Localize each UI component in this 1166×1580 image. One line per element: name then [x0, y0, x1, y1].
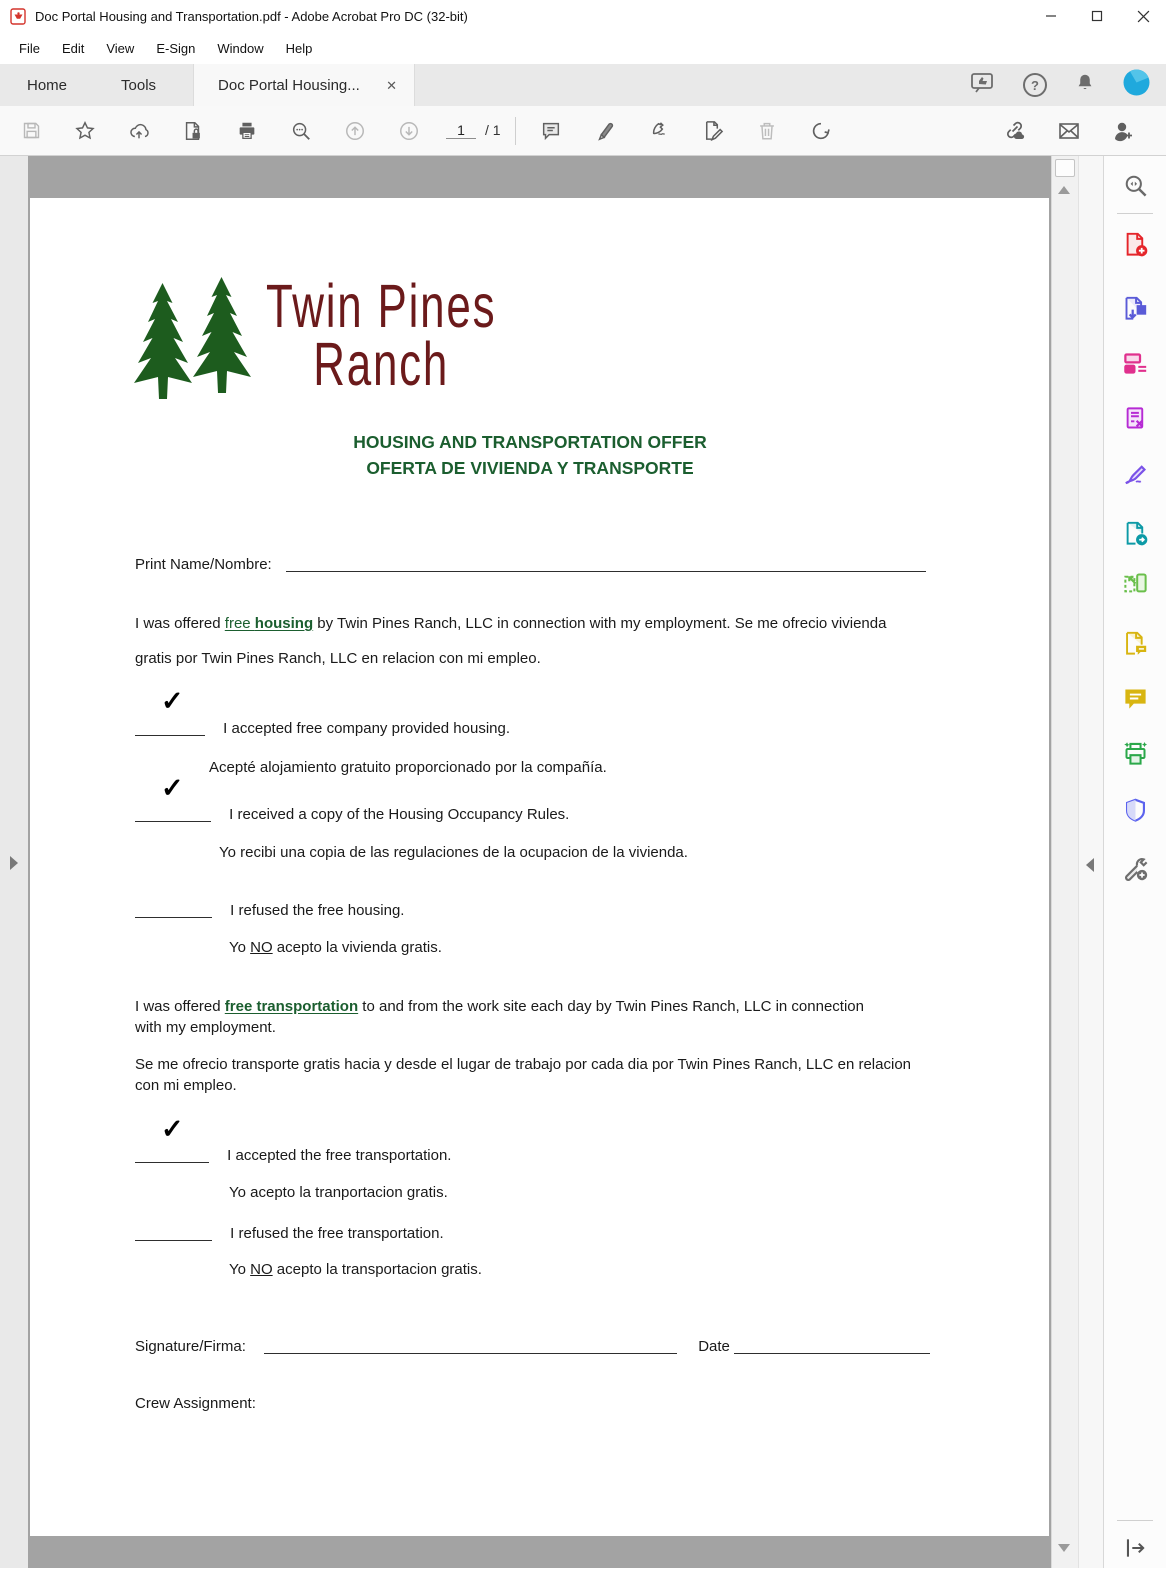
transport-accepted-es: Yo acepto la tranportacion gratis.	[229, 1184, 448, 1201]
menubar	[0, 32, 1166, 64]
form-headings	[30, 429, 1030, 481]
tools-divider	[1117, 213, 1153, 214]
expand-panel-button[interactable]	[1115, 1528, 1155, 1568]
notifications-icon[interactable]	[1074, 71, 1096, 100]
fill-and-sign-button[interactable]	[1115, 453, 1155, 493]
page-lock-button[interactable]	[174, 112, 212, 150]
document-viewport[interactable]	[28, 156, 1051, 1568]
protect-icon	[1122, 797, 1149, 824]
tab-document-label: Doc Portal Housing...	[218, 76, 360, 94]
tab-home[interactable]: Home	[27, 76, 68, 94]
search-icon	[290, 120, 312, 142]
delete-button[interactable]	[748, 112, 786, 150]
refresh-button[interactable]	[802, 112, 840, 150]
heading-spanish: OFERTA DE VIVIENDA Y TRANSPORTE	[366, 458, 694, 478]
logo-text	[266, 272, 497, 398]
twin-pines-logo	[130, 272, 586, 400]
transport-refused-es-no: NO	[250, 1261, 273, 1278]
menu-help[interactable]: Help	[285, 40, 313, 56]
navigation-pane-strip	[0, 156, 28, 1568]
transport-refused-row	[135, 1223, 444, 1242]
edit-pdf-button[interactable]	[1115, 343, 1155, 383]
protect-button[interactable]	[1115, 790, 1155, 830]
transport-intro-es: Se me ofrecio transporte gratis hacia y desde el lugar de trabajo por cada dia por Twin Pines Ranch, LLC en relacion con mi empleo.	[135, 1056, 912, 1094]
fill-sign-button[interactable]	[694, 112, 732, 150]
refused-es-pre: Yo	[229, 939, 251, 956]
titlebar	[0, 0, 1166, 32]
menu-file[interactable]: File	[19, 40, 40, 56]
page-count-label: / 1	[485, 122, 501, 138]
tools-collapse-strip	[1078, 156, 1103, 1568]
menu-window[interactable]: Window	[217, 40, 264, 56]
menu-esign[interactable]: E-Sign	[156, 40, 196, 56]
export-pdf-button[interactable]	[1115, 288, 1155, 328]
toolbar-divider	[515, 117, 516, 145]
crew-assignment-label: Crew Assignment:	[135, 1395, 256, 1412]
collapse-tools-icon[interactable]	[1086, 858, 1094, 872]
housing-accepted-es: Acepté alojamiento gratuito proporcionado por la compañía.	[209, 759, 607, 776]
add-account-icon	[1111, 119, 1135, 143]
scroll-up-icon[interactable]	[1058, 186, 1070, 194]
print-icon	[236, 120, 258, 142]
date-blank[interactable]	[734, 1336, 930, 1354]
housing-rules-label: I received a copy of the Housing Occupancy Rules.	[229, 806, 570, 823]
date-label: Date	[698, 1338, 730, 1355]
save-button[interactable]	[12, 112, 50, 150]
expand-panel-icon	[1122, 1535, 1148, 1561]
email-icon	[1057, 119, 1081, 143]
highlight-button[interactable]	[586, 112, 624, 150]
acrobat-pdf-file-icon	[10, 8, 27, 25]
main-area	[0, 156, 1166, 1568]
print-name-row	[135, 554, 926, 573]
comment-tool-icon	[1122, 685, 1149, 712]
pine-trees-icon	[130, 276, 270, 400]
menu-view[interactable]: View	[106, 40, 135, 56]
email-button[interactable]	[1050, 112, 1088, 150]
star-icon	[74, 120, 96, 142]
tools-panel	[1103, 156, 1166, 1568]
comment-icon	[540, 120, 562, 142]
housing-accepted-row	[135, 718, 510, 737]
free-link: free	[224, 615, 255, 632]
account-avatar[interactable]	[1123, 69, 1150, 101]
export-pdf-icon	[1122, 295, 1149, 322]
previous-page-icon	[344, 120, 366, 142]
scan-ocr-icon	[1122, 570, 1149, 597]
transport-refused-label: I refused the free transportation.	[230, 1225, 444, 1242]
previous-page-button[interactable]	[336, 112, 374, 150]
refresh-icon	[810, 120, 832, 142]
organize-pages-button[interactable]	[1115, 398, 1155, 438]
transport-accepted-blank[interactable]	[135, 1145, 209, 1163]
comment-tool-button[interactable]	[1115, 678, 1155, 718]
signature-label: Signature/Firma:	[135, 1338, 246, 1355]
comment-button[interactable]	[532, 112, 570, 150]
more-tools-button[interactable]	[1115, 848, 1155, 888]
checkmark-housing-rules: ✓	[161, 773, 184, 803]
housing-accepted-label: I accepted free company provided housing.	[223, 720, 511, 737]
tools-bottom-divider	[1117, 1520, 1153, 1521]
add-account-button[interactable]	[1104, 112, 1142, 150]
housing-refused-es	[229, 939, 442, 956]
tab-tools[interactable]: Tools	[121, 76, 157, 94]
housing-link: housing	[254, 615, 314, 632]
signature-row	[135, 1336, 930, 1355]
search-tool-button[interactable]	[1115, 165, 1155, 205]
window-title: Doc Portal Housing and Transportation.pdf - Adobe Acrobat Pro DC (32-bit)	[35, 8, 468, 24]
create-pdf-button[interactable]	[1115, 224, 1155, 264]
toolbar	[0, 106, 1166, 156]
housing-accepted-blank[interactable]	[135, 718, 205, 736]
logo-line1: Twin Pines	[266, 272, 497, 340]
highlight-icon	[594, 120, 616, 142]
compare-files-icon	[1122, 630, 1149, 657]
vertical-scrollbar[interactable]	[1051, 156, 1078, 1568]
transport-refused-es	[229, 1261, 482, 1278]
page-lock-icon	[182, 120, 204, 142]
housing-refused-row	[135, 900, 404, 919]
next-page-button[interactable]	[390, 112, 428, 150]
transport-intro-pre: I was offered	[135, 998, 225, 1015]
page-number-input[interactable]: 1	[446, 122, 476, 139]
link-icon	[1003, 119, 1027, 143]
edit-pdf-icon	[1122, 350, 1149, 377]
sign-button[interactable]	[640, 112, 678, 150]
compare-files-button[interactable]	[1115, 623, 1155, 663]
checkmark-transport-accepted: ✓	[161, 1114, 184, 1144]
heading-english: HOUSING AND TRANSPORTATION OFFER	[353, 432, 707, 452]
transport-refused-blank[interactable]	[135, 1223, 212, 1241]
share-upload-icon	[128, 120, 150, 142]
checkmark-housing-accepted: ✓	[161, 686, 184, 716]
create-pdf-icon	[1122, 231, 1149, 258]
more-tools-icon	[1122, 855, 1149, 882]
tab-close-icon[interactable]	[383, 76, 400, 95]
transport-intro-paragraph	[135, 996, 883, 1038]
next-page-icon	[398, 120, 420, 142]
delete-icon	[756, 120, 778, 142]
feedback-icon[interactable]	[970, 71, 996, 100]
page-number-group	[446, 122, 501, 139]
search-tool-icon	[1122, 172, 1149, 199]
housing-refused-label: I refused the free housing.	[230, 902, 405, 919]
print-button[interactable]	[228, 112, 266, 150]
free-transportation-link: free transportation	[224, 998, 359, 1015]
search-button[interactable]	[282, 112, 320, 150]
housing-rules-row	[135, 804, 569, 823]
maximize-button[interactable]	[1074, 0, 1120, 32]
refused-es-post: acepto la vivienda gratis.	[272, 939, 442, 956]
scan-ocr-button[interactable]	[1115, 563, 1155, 603]
close-button[interactable]	[1120, 0, 1166, 32]
save-icon	[21, 120, 42, 141]
sign-icon	[647, 119, 670, 142]
share-upload-button[interactable]	[120, 112, 158, 150]
signature-blank[interactable]	[264, 1336, 677, 1354]
print-name-blank[interactable]	[286, 554, 926, 572]
help-icon[interactable]	[1023, 73, 1047, 97]
fill-and-sign-icon	[1122, 460, 1149, 487]
tabbar	[0, 64, 1166, 106]
tab-document[interactable]	[193, 64, 415, 106]
housing-intro-paragraph	[135, 606, 923, 676]
scrollbar-thumb[interactable]	[1055, 159, 1075, 177]
transport-intro-post: to and from the work site each day by Twin Pines Ranch, LLC in connection with my employment.	[135, 998, 864, 1036]
print-name-label: Print Name/Nombre:	[135, 556, 272, 573]
link-share-button[interactable]	[996, 112, 1034, 150]
housing-intro-pre: I was offered	[135, 615, 225, 632]
transport-refused-es-post: acepto la transportacion gratis.	[272, 1261, 482, 1278]
housing-intro-post: by Twin Pines Ranch, LLC in connection with my employment. Se me ofrecio vivienda gratis por Twin Pines Ranch, LLC en relacion con mi empleo.	[135, 615, 887, 667]
transport-refused-es-pre: Yo	[229, 1261, 251, 1278]
print-production-icon	[1122, 740, 1149, 767]
fill-sign-icon	[701, 119, 724, 142]
logo-line2: Ranch	[313, 330, 450, 398]
housing-rules-es: Yo recibi una copia de las regulaciones de la ocupacion de la vivienda.	[219, 844, 688, 861]
minimize-button[interactable]	[1028, 0, 1074, 32]
expand-nav-pane-icon[interactable]	[10, 856, 18, 870]
scroll-down-icon[interactable]	[1058, 1544, 1070, 1552]
transport-accepted-label: I accepted the free transportation.	[227, 1147, 452, 1164]
print-production-button[interactable]	[1115, 733, 1155, 773]
request-signatures-button[interactable]	[1115, 513, 1155, 553]
menu-edit[interactable]: Edit	[61, 40, 85, 56]
transport-accepted-row	[135, 1145, 451, 1164]
housing-refused-blank[interactable]	[135, 900, 212, 918]
organize-pages-icon	[1122, 405, 1149, 432]
refused-es-no: NO	[250, 939, 273, 956]
star-button[interactable]	[66, 112, 104, 150]
request-signatures-icon	[1122, 520, 1149, 547]
housing-rules-blank[interactable]	[135, 804, 211, 822]
pdf-page[interactable]	[30, 198, 1049, 1536]
